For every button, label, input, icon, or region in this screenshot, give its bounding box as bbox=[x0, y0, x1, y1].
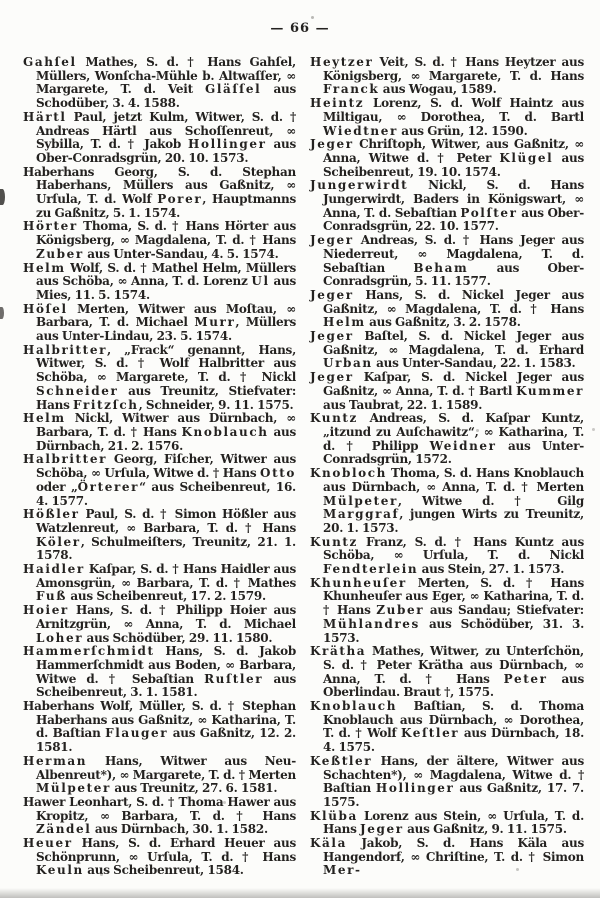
spaced-name: Höſel bbox=[23, 301, 68, 316]
register-entry: Höſel Merten, Witwer aus Moſtau, ∞ Barbara, T. d. Michael Murr, Müllers aus Unter-Lindau, 23. 5. 1574. bbox=[23, 301, 296, 344]
register-entry: Halbritter Georg, Fiſcher, Witwer aus Schöba, ∞ Urſula, Witwe d. † Hans Otto oder „Örterer“ aus Scheibenreut, 16. 4. 1577. bbox=[23, 452, 296, 508]
spaced-name: Fuß bbox=[36, 589, 67, 604]
spaced-name: Keuln bbox=[36, 863, 84, 878]
register-entry: Haberhans Georg, S. d. Stephan Haberhans, Müllers aus Gaßnitz, ∞ Urſula, T. d. Wolf Porer, Hauptmanns zu Gaßnitz, 5. 1. 1574. bbox=[23, 164, 296, 220]
spaced-name: Murr bbox=[194, 315, 236, 330]
spaced-name: Ruſtler bbox=[204, 671, 264, 686]
spaced-name: Urban bbox=[323, 356, 373, 371]
spaced-name: Keßtler bbox=[310, 753, 373, 768]
spaced-name: Fendterlein bbox=[323, 562, 419, 577]
spaced-name: Herman bbox=[23, 753, 88, 768]
spaced-name: Gahſel bbox=[23, 55, 77, 69]
register-entry: Heytzer Veit, S. d. † Hans Heytzer aus Königsberg, ∞ Margarete, T. d. Hans Franck aus Wogau, 1589. bbox=[310, 55, 584, 97]
spaced-name: Krätha bbox=[310, 644, 367, 659]
spaced-name: Knoblauch bbox=[310, 699, 398, 714]
register-columns bbox=[23, 56, 584, 878]
register-column-right bbox=[310, 56, 584, 878]
spaced-name: Knobloch bbox=[310, 466, 387, 481]
spaced-name: Jungerwirdt bbox=[310, 178, 409, 193]
register-entry: Kuntz Andreas, S. d. Kaſpar Kuntz, „itzund zu Auſchawitz“, ∞ Katharina, T. d. † Philipp Weidner aus Unter-Conradsgrün, 1572. bbox=[310, 411, 584, 467]
register-entry: Halbritter, „Frack“ genannt, Hans, Witwer, S. d. † Wolf Halbritter aus Schöba, ∞ Margarete, T. d. † Nickl Schneider aus Treunitz, Stiefvater: Hans Fritzſch, Schneider, 9. 11. 1575. bbox=[23, 342, 296, 412]
register-column-left bbox=[23, 56, 296, 878]
spaced-name: Fritzſch bbox=[73, 397, 139, 412]
spaced-name: Zuber bbox=[376, 603, 425, 618]
scan-speck bbox=[100, 873, 103, 876]
spaced-name: Mer- bbox=[323, 863, 362, 878]
scan-speck bbox=[223, 801, 226, 804]
spaced-name: Jeger bbox=[360, 822, 404, 837]
spaced-name: Jeger bbox=[310, 329, 354, 344]
scan-speck bbox=[516, 868, 519, 871]
spaced-name: Jeger bbox=[310, 137, 354, 152]
spaced-name: Jeger bbox=[310, 370, 354, 385]
spaced-name: Zuber bbox=[36, 246, 84, 261]
spaced-name: Haidler bbox=[23, 562, 85, 577]
spaced-name: Hollinger bbox=[375, 781, 455, 796]
spaced-name: Klügel bbox=[499, 150, 554, 165]
register-entry: Hörter Thoma, S. d. † Hans Hörter aus Königsberg, ∞ Magdalena, T. d. † Hans Zuber aus Unter-Sandau, 4. 5. 1574. bbox=[23, 219, 296, 261]
spaced-name: Käla bbox=[310, 836, 347, 851]
register-entry: Haidler Kaſpar, S. d. † Hans Haidler aus Amonsgrün, ∞ Barbara, T. d. † Mathes Fuß aus Scheibenreut, 17. 2. 1579. bbox=[23, 562, 296, 604]
register-entry: Knobloch Thoma, S. d. Hans Knoblauch aus Dürnbach, ∞ Anna, T. d. † Merten Mülpeter, Witwe d. † Gilg Marggraf, jungen Wirts zu Treunitz, 20. 1. 1573. bbox=[310, 466, 584, 535]
spaced-name: Jeger bbox=[310, 233, 354, 248]
scan-speck bbox=[311, 16, 314, 19]
register-entry: Helm Wolf, S. d. † Mathel Helm, Müllers aus Schöba, ∞ Anna, T. d. Lorenz Ul aus Mies, 11. 5. 1574. bbox=[23, 260, 296, 302]
spaced-name: Mühlandres bbox=[323, 616, 420, 631]
register-entry: Hoier Hans, S. d. † Philipp Hoier aus Arnitzgrün, ∞ Anna, T. d. Michael Loher aus Schödüber, 29. 11. 1580. bbox=[23, 603, 296, 645]
spaced-name: Heintz bbox=[310, 96, 365, 111]
scan-speck bbox=[0, 307, 4, 319]
register-entry: Knoblauch Baſtian, S. d. Thoma Knoblauch aus Dürnbach, ∞ Dorothea, T. d. † Wolf Keſtler aus Dürnbach, 18. 4. 1575. bbox=[310, 699, 584, 755]
spaced-name: Kummer bbox=[516, 383, 584, 398]
spaced-name: Otto bbox=[260, 466, 296, 481]
register-entry: Jeger Chriſtoph, Witwer, aus Gaßnitz, ∞ Anna, Witwe d. † Peter Klügel aus Scheibenreut, 19. 10. 1574. bbox=[310, 137, 584, 179]
register-entry: Hammerſchmidt Hans, S. d. Jakob Hammerſchmidt aus Boden, ∞ Barbara, Witwe d. † Sebaſtian Ruſtler aus Scheibenreut, 3. 1. 1581. bbox=[23, 644, 296, 700]
register-entry: Jeger Baſtel, S. d. Nickel Jeger aus Gaßnitz, ∞ Magdalena, T. d. Erhard Urban aus Unter-Sandau, 22. 1. 1583. bbox=[310, 329, 584, 371]
register-entry: Keßtler Hans, der ältere, Witwer aus Schachten*), ∞ Magdalena, Witwe d. † Baſtian Hollinger aus Gaßnitz, 17. 7. 1575. bbox=[310, 753, 584, 809]
scan-speck bbox=[592, 428, 595, 431]
scan-speck bbox=[0, 189, 5, 205]
page-number: — 66 — bbox=[270, 21, 330, 36]
spaced-name: Schneider bbox=[36, 383, 119, 398]
spaced-name: Kuntz bbox=[310, 534, 358, 549]
register-entry: Krätha Mathes, Witwer, zu Unterſchön, S. d. † Peter Krätha aus Dürnbach, ∞ Anna, T. d. † Hans Peter aus Oberlindau. Braut †, 1575. bbox=[310, 644, 585, 700]
spaced-name: Hammerſchmidt bbox=[23, 644, 155, 659]
register-entry: Jeger Andreas, S. d. † Hans Jeger aus Niederreut, ∞ Magdalena, T. d. Sebaſtian Beham aus Ober-Conradsgrün, 5. 11. 1577. bbox=[310, 233, 584, 289]
spaced-name: Hollinger bbox=[188, 137, 267, 152]
spaced-name: Hörter bbox=[23, 219, 78, 234]
register-entry: Haberhans Wolf, Müller, S. d. † Stephan Haberhans aus Gaßnitz, ∞ Katharina, T. d. Baſtian Flauger aus Gaßnitz, 12. 2. 1581. bbox=[23, 699, 296, 755]
spaced-name: Mülpeter bbox=[36, 781, 111, 796]
register-entry: Gahſel Mathes, S. d. † Hans Gahſel, Müllers, Wonſcha-Mühle b. Altwaſſer, ∞ Margarete, T. d. Veit Gläſſel aus Schodüber, 3. 4. 1588. bbox=[23, 55, 296, 111]
spaced-name: Kuntz bbox=[310, 411, 358, 426]
spaced-name: Klüba bbox=[310, 808, 358, 823]
scan-speck bbox=[476, 429, 479, 432]
spaced-name: Khunheuſer bbox=[310, 575, 407, 590]
spaced-name: Knoblauch bbox=[181, 424, 269, 439]
spaced-name: Peter bbox=[503, 671, 548, 686]
spaced-name: Weidner bbox=[429, 438, 497, 453]
scan-speck bbox=[345, 757, 348, 760]
register-entry: Hawer Leonhart, S. d. † Thoma Hawer aus Kropitz, ∞ Barbara, T. d. † Hans Zändel aus Dürnbach, 30. 1. 1582. bbox=[23, 794, 296, 837]
spaced-name: Hoier bbox=[23, 603, 69, 618]
spaced-name: Helm bbox=[23, 411, 66, 426]
register-entry: Helm Nickl, Witwer aus Dürnbach, ∞ Barbara, T. d. † Hans Knoblauch aus Dürnbach, 21. 2. 1576. bbox=[23, 411, 296, 453]
spaced-name: Helm bbox=[323, 315, 366, 330]
spaced-name: Marggraf bbox=[323, 507, 400, 522]
spaced-name: Wiedtner bbox=[323, 123, 398, 138]
spaced-name: Heuer bbox=[23, 836, 73, 851]
register-entry: Kuntz Franz, S. d. † Hans Kuntz aus Schöba, ∞ Urſula, T. d. Nickl Fendterlein aus Stein, 27. 1. 1573. bbox=[310, 534, 584, 577]
register-entry: Käla Jakob, S. d. Hans Käla aus Hangendorf, ∞ Chriſtine, T. d. † Simon Mer- bbox=[310, 836, 584, 878]
register-entry: Klüba Lorenz aus Stein, ∞ Urſula, T. d. Hans Jeger aus Gaßnitz, 9. 11. 1575. bbox=[310, 808, 584, 837]
spaced-name: Franck bbox=[323, 82, 380, 97]
register-entry: Jeger Kaſpar, S. d. Nickel Jeger aus Gaßnitz, ∞ Anna, T. d. † Bartl Kummer aus Taubrat, 22. 1. 1589. bbox=[310, 370, 584, 412]
spaced-name: Jeger bbox=[310, 287, 354, 302]
spaced-name: Hößler bbox=[23, 507, 80, 522]
spaced-name: Örterer bbox=[77, 479, 140, 494]
spaced-name: Flauger bbox=[105, 726, 169, 741]
register-entry: Herman Hans, Witwer aus Neu-Albenreut*), ∞ Margarete, T. d. † Merten Mülpeter aus Treunitz, 27. 6. 1581. bbox=[23, 753, 296, 796]
spaced-name: Gläſſel bbox=[205, 82, 262, 97]
register-entry: Jeger Hans, S. d. Nickel Jeger aus Gaßnitz, ∞ Magdalena, T. d. † Hans Helm aus Gaßnitz, 3. 2. 1578. bbox=[310, 287, 584, 330]
register-entry: Heintz Lorenz, S. d. Wolf Haintz aus Miltigau, ∞ Dorothea, T. d. Bartl Wiedtner aus Grün, 12. 1590. bbox=[310, 96, 584, 138]
spaced-name: Beham bbox=[413, 260, 469, 275]
spaced-name: Zändel bbox=[36, 822, 92, 837]
spaced-name: Polſter bbox=[460, 205, 518, 220]
spaced-name: Halbritter bbox=[23, 452, 107, 467]
register-entry: Härtl Paul, jetzt Kulm, Witwer, S. d. † Andreas Härtl aus Schoſſenreut, ∞ Sybilla, T. d. † Jakob Hollinger aus Ober-Conradsgrün, 20. 10. 1573. bbox=[23, 109, 296, 165]
spaced-name: Mülpeter bbox=[323, 493, 398, 508]
scan-bottom-shadow bbox=[0, 888, 600, 898]
spaced-name: Helm bbox=[23, 260, 66, 275]
spaced-name: Porer bbox=[157, 192, 203, 207]
spaced-name: Halbritter bbox=[23, 342, 107, 357]
register-entry: Hößler Paul, S. d. † Simon Hößler aus Watzlenreut, ∞ Barbara, T. d. † Hans Köler, Schulmeiſters, Treunitz, 21. 1. 1578. bbox=[23, 507, 296, 563]
register-entry: Heuer Hans, S. d. Erhard Heuer aus Schönprunn, ∞ Urſula, T. d. † Hans Keuln aus Scheibenreut, 1584. bbox=[23, 836, 296, 878]
spaced-name: Heytzer bbox=[310, 55, 374, 69]
spaced-name: Loher bbox=[36, 630, 84, 645]
spaced-name: Köler bbox=[36, 534, 81, 549]
register-entry: Jungerwirdt Nickl, S. d. Hans Jungerwirdt, Baders in Königswart, ∞ Anna, T. d. Sebaſtian Polſter aus Ober-Conradsgrün, 22. 10. 1577. bbox=[310, 178, 584, 234]
spaced-name: Härtl bbox=[23, 109, 67, 124]
register-entry: Khunheuſer Merten, S. d. † Hans Khunheuſer aus Eger, ∞ Katharina, T. d. † Hans Zuber aus Sandau; Stiefvater: Mühlandres aus Schödüber, 31. 3. 1573. bbox=[310, 575, 584, 645]
spaced-name: Ul bbox=[251, 274, 270, 289]
spaced-name: Keſtler bbox=[401, 726, 460, 741]
